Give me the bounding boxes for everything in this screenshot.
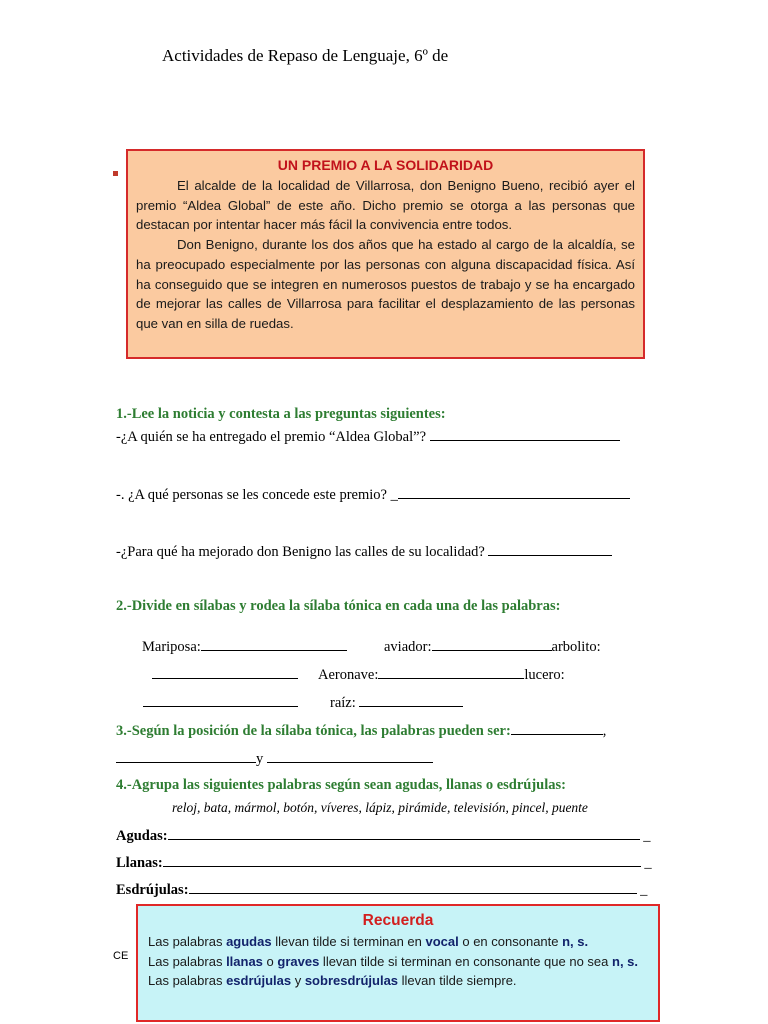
news-title: UN PREMIO A LA SOLIDARIDAD — [277, 157, 494, 173]
remember-line-1 — [148, 932, 648, 952]
highlight-graves: graves — [277, 953, 320, 969]
text-segment: llevan tilde siempre. — [398, 973, 517, 988]
highlight-agudas: agudas — [226, 934, 272, 949]
word-list: reloj, bata, mármol, botón, víveres, lápiz, pirámide, televisión, pincel, puente — [172, 800, 588, 815]
question-2-text: -. ¿A qué personas se les concede este premio? _ — [116, 487, 398, 503]
word-lucero: lucero: — [524, 667, 565, 683]
esdrujulas-tail: _ — [640, 882, 648, 898]
word-row-3 — [143, 692, 298, 712]
answer-line-3[interactable] — [488, 541, 612, 556]
word-row-1b — [384, 636, 601, 656]
question-3 — [116, 541, 612, 561]
remember-line-3 — [148, 971, 648, 991]
section-2-heading: 2.-Divide en sílabas y rodea la sílaba tónica en cada una de las palabras: — [116, 598, 561, 614]
answer-line-type-2[interactable] — [116, 748, 256, 763]
remember-line-2 — [148, 952, 648, 972]
bullet-marker — [113, 171, 118, 176]
answer-line-2[interactable] — [398, 484, 630, 499]
answer-line-1[interactable] — [430, 426, 620, 441]
highlight-ns: n, s. — [612, 953, 639, 969]
text-segment: o — [262, 953, 278, 969]
answer-line-aeronave[interactable] — [378, 664, 524, 679]
word-mariposa: Mariposa: — [142, 639, 201, 655]
answer-line-aviador[interactable] — [432, 636, 552, 651]
y-connector: y — [256, 751, 264, 767]
word-row-2 — [152, 664, 298, 684]
agudas-tail: _ — [643, 828, 651, 844]
section-3-row-2 — [116, 748, 433, 768]
question-1 — [116, 426, 620, 446]
highlight-esdrujulas: esdrújulas — [226, 973, 292, 988]
highlight-vocal: vocal — [425, 934, 459, 949]
answer-line-mariposa[interactable] — [201, 636, 347, 651]
llanas-label: Llanas: — [116, 855, 163, 871]
section-3-heading: 3.-Según la posición de la sílaba tónica, las palabras pueden ser: — [116, 723, 511, 739]
word-row-2b — [318, 664, 565, 684]
highlight-llanas: llanas — [226, 953, 263, 969]
text-segment: llevan tilde si terminan en consonante que no sea — [319, 953, 613, 969]
word-aeronave: Aeronave: — [318, 667, 379, 683]
agudas-row — [116, 825, 650, 845]
word-arbolito: arbolito: — [551, 639, 601, 655]
answer-line-arbolito[interactable] — [152, 664, 298, 679]
margin-label: CE — [113, 950, 129, 962]
page-title: Actividades de Repaso de Lenguaje, 6º de — [162, 46, 449, 65]
text-segment: y — [291, 973, 305, 988]
word-raiz: raíz: — [330, 695, 356, 711]
answer-line-agudas[interactable] — [168, 825, 640, 840]
news-paragraph-2: Don Benigno, durante los dos años que ha estado al cargo de la alcaldía, se ha preocupado especialmente por las personas con alguna discapacidad física. Así ha conseguido que se integren en numerosos puestos de trabajo y se ha encargado de mejorar las calles de Villarrosa para facilitar el desplazamiento de las personas que van en silla de ruedas. — [136, 237, 635, 331]
section-1-heading: 1.-Lee la noticia y contesta a las preguntas siguientes: — [116, 406, 446, 422]
text-segment: llevan tilde si terminan en — [271, 934, 426, 949]
news-paragraph-1: El alcalde de la localidad de Villarrosa, don Benigno Bueno, recibió ayer el premio “Aldea Global” de este año. Dicho premio se otorga a las personas que destacan por intentar hacer más fácil la convivencia entre todos. — [136, 178, 635, 233]
answer-line-type-3[interactable] — [267, 748, 433, 763]
question-1-text: -¿A quién se ha entregado el premio “Aldea Global”? — [116, 429, 427, 445]
remember-title: Recuerda — [362, 912, 434, 929]
answer-line-lucero[interactable] — [143, 692, 298, 707]
llanas-tail: _ — [644, 855, 652, 871]
comma-separator: , — [602, 723, 607, 739]
text-segment: o en consonante — [458, 934, 563, 949]
text-segment: Las palabras — [148, 973, 227, 988]
highlight-sobresdrujulas: sobresdrújulas — [304, 973, 399, 988]
remember-box — [136, 904, 660, 1022]
question-2 — [116, 484, 630, 504]
esdrujulas-label: Esdrújulas: — [116, 882, 189, 898]
word-row-1 — [142, 636, 347, 656]
answer-line-type-1[interactable] — [511, 720, 603, 735]
answer-line-esdrujulas[interactable] — [189, 879, 637, 894]
word-row-3b — [330, 692, 463, 712]
highlight-ns: n, s. — [562, 934, 589, 949]
answer-line-raiz[interactable] — [359, 692, 463, 707]
section-3-row — [116, 720, 606, 740]
answer-line-llanas[interactable] — [163, 852, 641, 867]
llanas-row — [116, 852, 652, 872]
section-4-heading: 4.-Agrupa las siguientes palabras según sean agudas, llanas o esdrújulas: — [116, 777, 566, 793]
text-segment: Las palabras — [148, 934, 227, 949]
agudas-label: Agudas: — [116, 828, 168, 844]
esdrujulas-row — [116, 879, 647, 899]
text-segment: Las palabras — [148, 953, 227, 969]
word-aviador: aviador: — [384, 639, 432, 655]
news-box — [126, 149, 645, 359]
question-3-text: -¿Para qué ha mejorado don Benigno las calles de su localidad? — [116, 544, 485, 560]
